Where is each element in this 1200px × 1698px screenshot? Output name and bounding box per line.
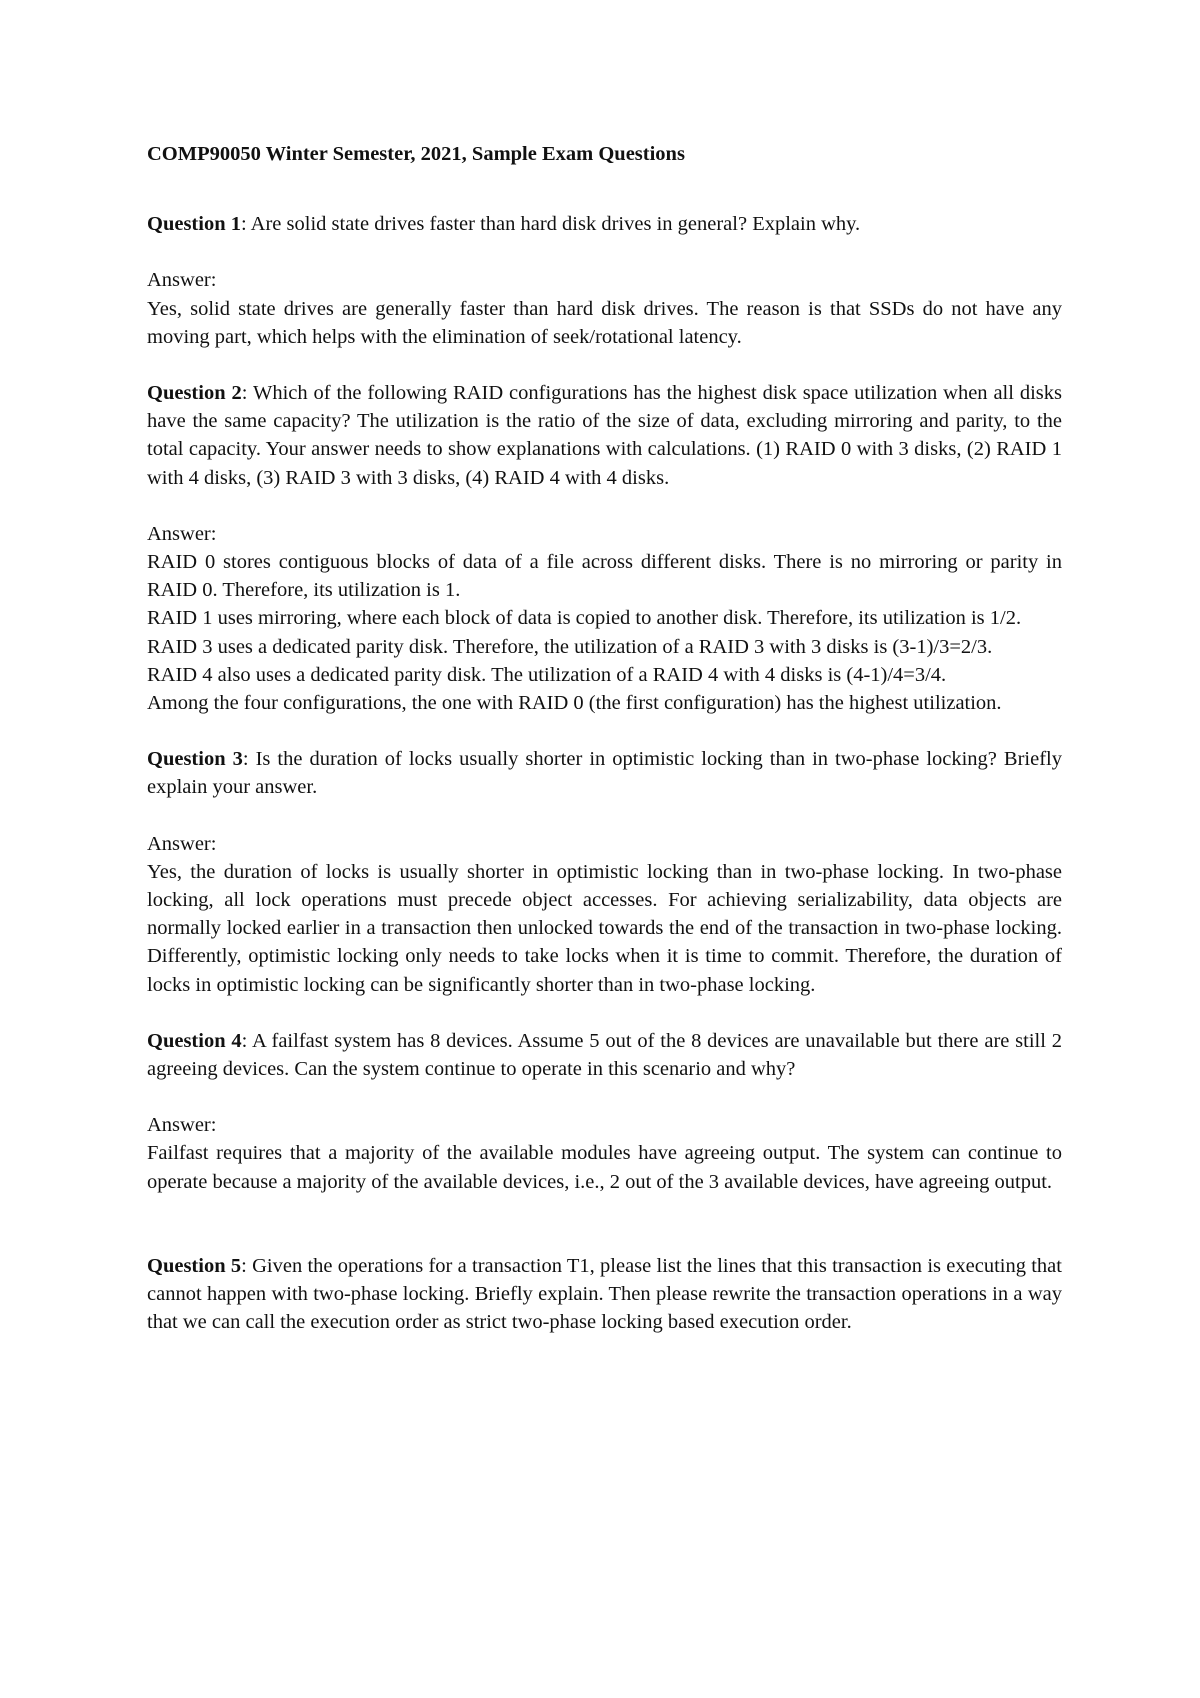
answer-2-line-3: RAID 3 uses a dedicated parity disk. Therefore, the utilization of a RAID 3 with 3 disks is (3-1)/3=2/3. [147, 635, 993, 658]
question-block-5 [147, 1252, 1062, 1337]
question-3 [147, 745, 1062, 801]
question-2 [147, 379, 1062, 492]
answer-4-label: Answer: [147, 1114, 217, 1137]
answer-1-line-1: Yes, solid state drives are generally faster than hard disk drives. The reason is that SSDs do not have any moving part, which helps with the elimination of seek/rotational latency. [147, 297, 1062, 348]
answer-3-label: Answer: [147, 832, 217, 855]
exam-document [147, 140, 1062, 1365]
question-5-text: : Given the operations for a transaction T1, please list the lines that this transaction is executing that cannot happen with two-phase locking. Briefly explain. Then please rewrite the transaction operations in a way that we can call the execution order as strict two-phase locking based execution order. [147, 1254, 1062, 1334]
question-1 [147, 210, 1062, 238]
answer-2-line-4: RAID 4 also uses a dedicated parity disk. The utilization of a RAID 4 with 4 disks is (4-1)/4=3/4. [147, 663, 947, 686]
answer-2-line-2: RAID 1 uses mirroring, where each block of data is copied to another disk. Therefore, its utilization is 1/2. [147, 607, 1022, 630]
answer-2-line-1: RAID 0 stores contiguous blocks of data of a file across different disks. There is no mirroring or parity in RAID 0. Therefore, its utilization is 1. [147, 551, 1062, 602]
answer-2 [147, 520, 1062, 717]
question-3-label: Question 3 [147, 748, 243, 771]
question-1-text: : Are solid state drives faster than hard disk drives in general? Explain why. [240, 213, 861, 236]
question-block-4 [147, 1027, 1062, 1196]
question-4 [147, 1027, 1062, 1083]
answer-4-line-1: Failfast requires that a majority of the available modules have agreeing output. The system can continue to operate because a majority of the available devices, i.e., 2 out of the 3 available devices, have agreeing output. [147, 1142, 1062, 1193]
answer-2-line-5: Among the four configurations, the one with RAID 0 (the first configuration) has the highest utilization. [147, 692, 1002, 715]
document-title: COMP90050 Winter Semester, 2021, Sample Exam Questions [147, 143, 685, 165]
question-block-3 [147, 745, 1062, 999]
question-block-2 [147, 379, 1062, 717]
question-2-label: Question 2 [147, 382, 242, 405]
question-3-text: : Is the duration of locks usually shorter in optimistic locking than in two-phase locking? Briefly explain your answer. [147, 748, 1062, 799]
spacer [147, 1224, 1062, 1252]
answer-3-line-1: Yes, the duration of locks is usually shorter in optimistic locking than in two-phase locking. In two-phase locking, all lock operations must precede object accesses. For achieving serializability, data objects are normally locked earlier in a transaction then unlocked towards the end of the transaction in two-phase locking. Differently, optimistic locking only needs to take locks when it is time to commit. Therefore, the duration of locks in optimistic locking can be significantly shorter than in two-phase locking. [147, 860, 1062, 996]
answer-2-label: Answer: [147, 522, 217, 545]
question-5-label: Question 5 [147, 1254, 242, 1277]
question-4-label: Question 4 [147, 1029, 242, 1052]
answer-1 [147, 266, 1062, 351]
question-block-1 [147, 210, 1062, 351]
answer-1-label: Answer: [147, 269, 217, 292]
question-4-text: : A failfast system has 8 devices. Assume 5 out of the 8 devices are unavailable but there are still 2 agreeing devices. Can the system continue to operate in this scenario and why? [147, 1029, 1062, 1081]
question-5 [147, 1252, 1062, 1337]
question-2-text: : Which of the following RAID configurations has the highest disk space utilization when all disks have the same capacity? The utilization is the ratio of the size of data, excluding mirroring and parity, to the total capacity. Your answer needs to show explanations with calculations. (1) RAID 0 with 3 disks, (2) RAID 1 with 4 disks, (3) RAID 3 with 3 disks, (4) RAID 4 with 4 disks. [147, 382, 1062, 489]
answer-3 [147, 830, 1062, 999]
question-1-label: Question 1 [147, 213, 241, 236]
answer-4 [147, 1111, 1062, 1196]
